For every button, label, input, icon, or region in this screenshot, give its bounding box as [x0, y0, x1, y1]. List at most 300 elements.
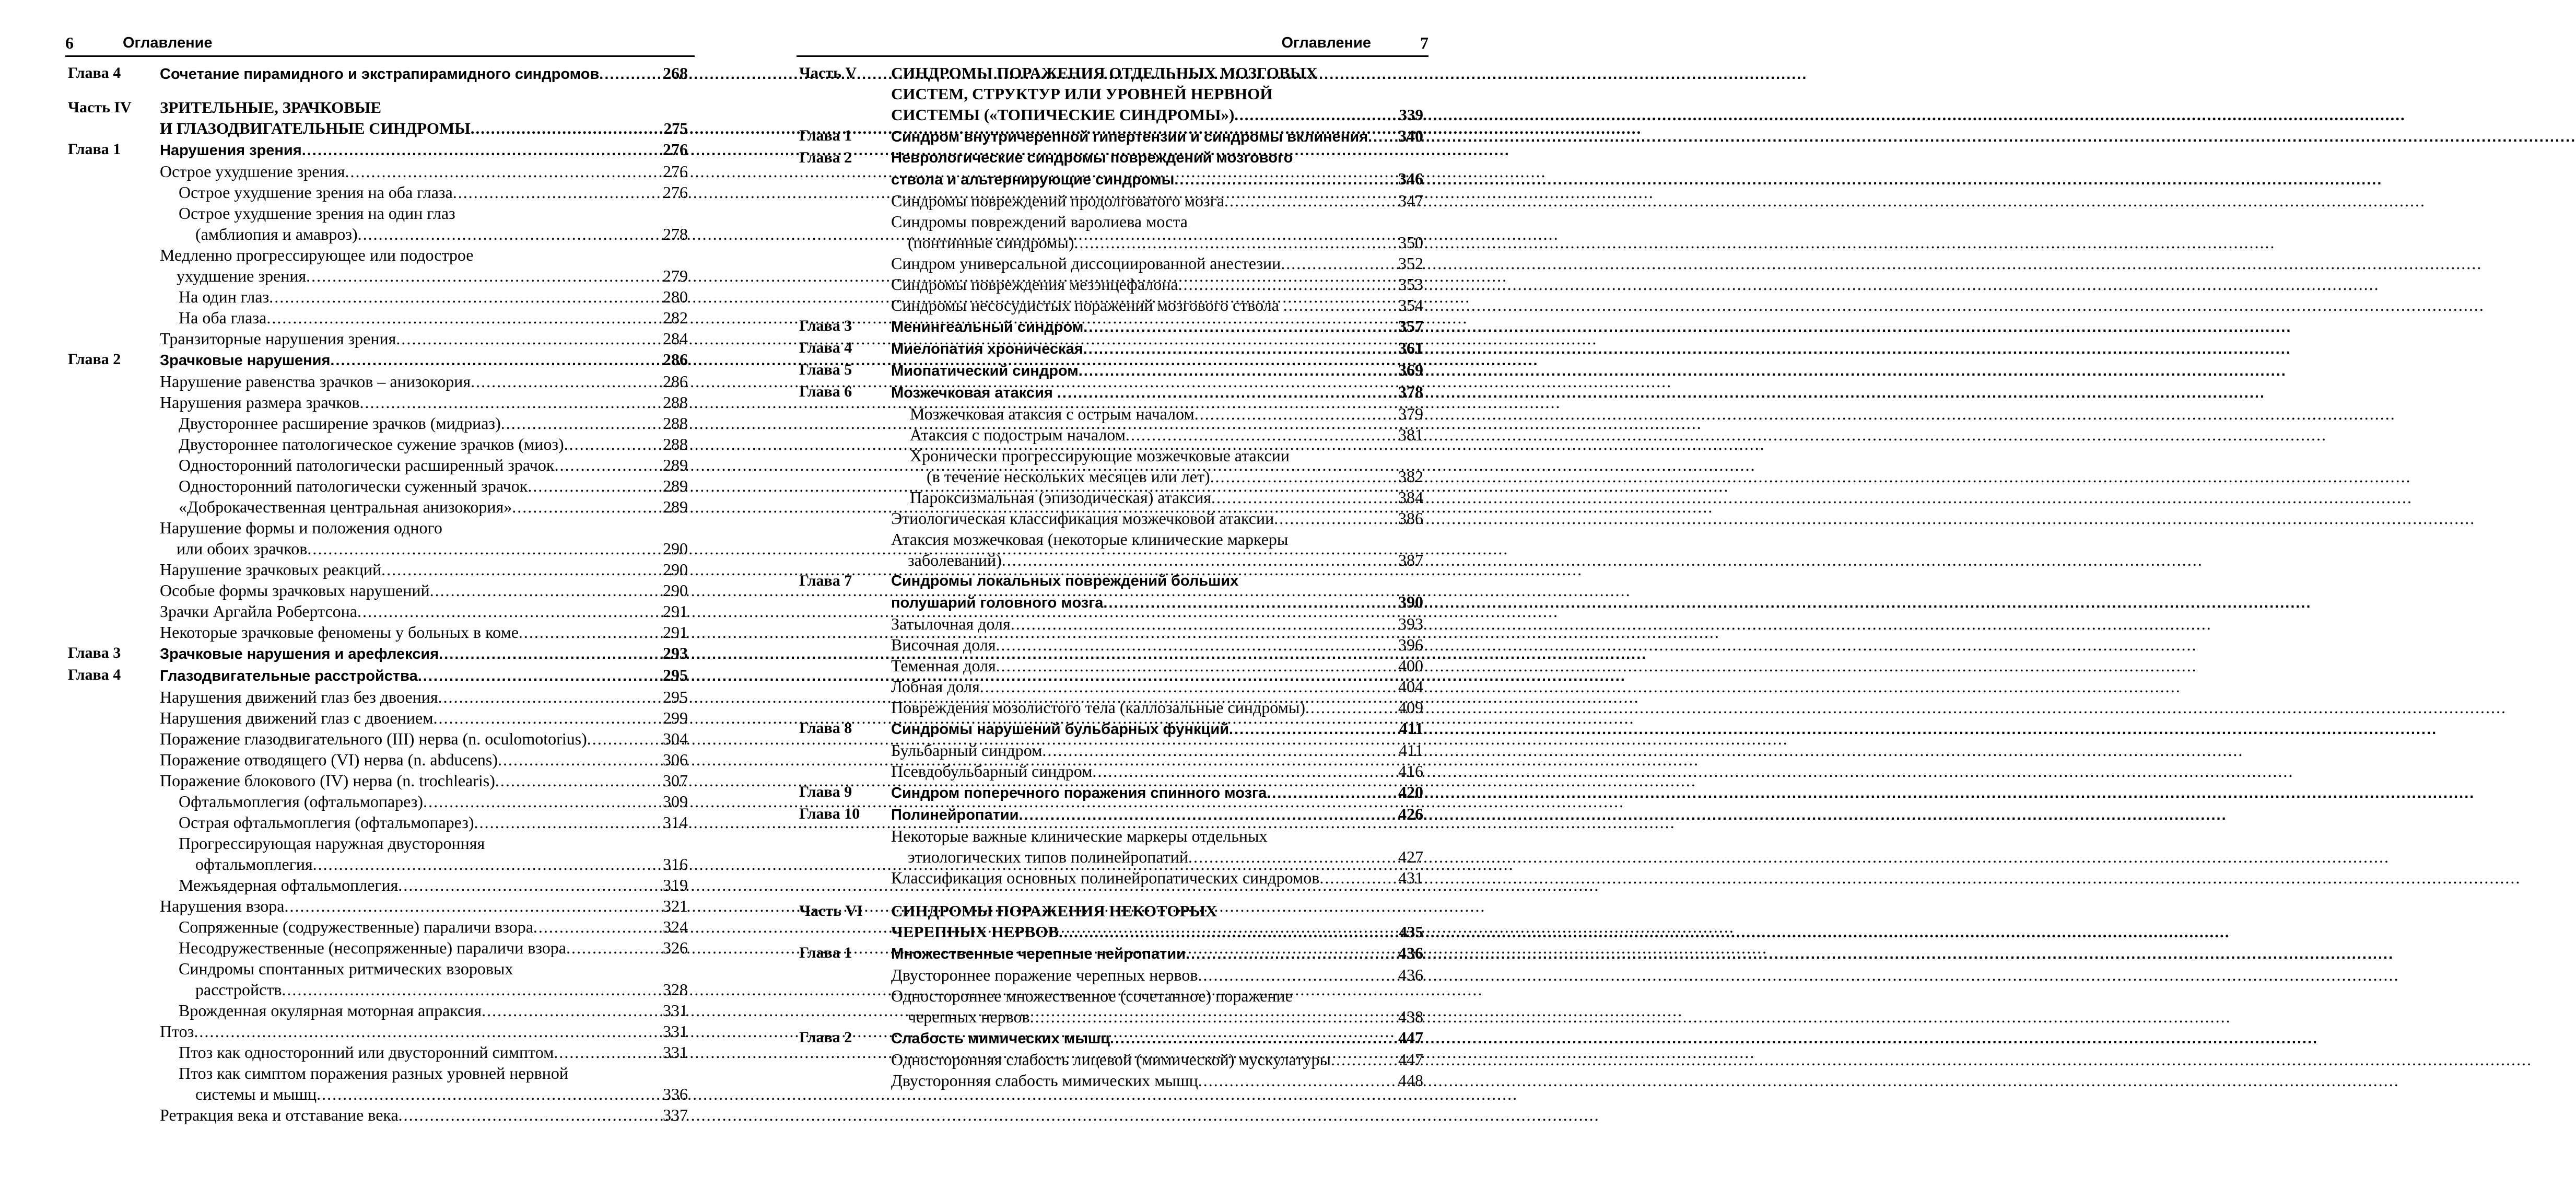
entry-title: Глазодвигательные расстройства: [160, 668, 418, 684]
entry-title-line: [891, 867, 1423, 888]
entry-title-line: [891, 676, 1423, 697]
entry-page-number: 278: [663, 225, 688, 243]
entry-label: Глава 1: [799, 127, 852, 144]
entry-title-line: [160, 580, 688, 601]
entry-page-number: 276: [663, 162, 688, 181]
entry-label: Глава 4: [799, 339, 852, 356]
entry-page-number: 280: [663, 287, 688, 306]
dot-leader: [474, 812, 661, 833]
toc-entry: [799, 337, 1423, 359]
entry-title-line: Хронически прогрессирующие мозжечковые атаксии: [910, 446, 1290, 465]
entry-title-line: [160, 139, 688, 161]
dot-leader: [1331, 1049, 1396, 1070]
entry-title-line: [179, 307, 688, 328]
toc-entry: [68, 182, 688, 203]
entry-title: Синдромы повреждения мезэнцефалона: [891, 275, 1178, 294]
entry-title-line: [910, 466, 1423, 487]
entry-page-number: 390: [1398, 592, 1423, 611]
toc-entry: [799, 403, 1423, 424]
entry-title-line: [179, 286, 688, 307]
entry-label: Глава 6: [799, 383, 852, 400]
dot-leader: [307, 538, 661, 559]
dot-leader: [1198, 1070, 1396, 1091]
dot-leader: [269, 286, 661, 307]
toc-entry: [68, 97, 688, 139]
entry-title-line: [891, 550, 1423, 571]
entry-title: Синдром внутричерепной гипертензии и синдромы вклинения: [891, 129, 1368, 145]
dot-leader: [495, 770, 661, 791]
entry-page-number: 304: [663, 729, 688, 748]
entry-title: Миопатический синдром: [891, 363, 1079, 379]
entry-title: Острое ухудшение зрения на оба глаза: [179, 183, 453, 202]
left-page: [0, 0, 734, 1199]
dot-leader: [1188, 846, 1396, 867]
entry-title-line: [891, 125, 1423, 147]
toc-entry: [68, 371, 688, 392]
entry-title-line: Атаксия мозжечковая (некоторые клинические маркеры: [891, 530, 1289, 549]
entry-page-number: 396: [1398, 635, 1423, 654]
toc-entry: [68, 161, 688, 182]
entry-label: Глава 3: [68, 644, 121, 661]
entry-page-number: 357: [1398, 317, 1423, 335]
entry-title: Двусторонняя слабость мимических мышц: [891, 1071, 1198, 1090]
entry-label: Глава 2: [799, 1029, 852, 1046]
toc-entry: [68, 875, 688, 895]
toc-entry: [799, 942, 1423, 964]
toc-entry: [799, 147, 1423, 190]
dot-leader: [398, 875, 661, 895]
entry-title-line: [179, 182, 688, 203]
entry-page-number: 438: [1398, 1007, 1423, 1026]
toc-entry: [799, 964, 1423, 985]
entry-title: Зрачковые нарушения и арефлексия: [160, 646, 439, 662]
entry-page-number: 321: [663, 897, 688, 915]
entry-title-line: [891, 381, 1423, 403]
entry-title-line: [891, 1006, 1423, 1027]
toc-entry: [68, 707, 688, 728]
toc-entry: [68, 475, 688, 496]
entry-title-line: Синдромы спонтанных ритмических взоровых: [179, 959, 513, 978]
entry-title-line: [179, 791, 688, 812]
dot-leader: [345, 161, 661, 182]
entry-title-line: [891, 782, 1423, 804]
entry-page-number: 436: [1398, 944, 1423, 962]
entry-page-number: 275: [663, 119, 688, 137]
dot-leader: [359, 392, 661, 413]
toc-entry: [68, 580, 688, 601]
entry-title-line: [160, 622, 688, 643]
entry-page-number: 426: [1398, 805, 1423, 823]
entry-page-number: 353: [1398, 275, 1423, 294]
entry-title: Мозжечковая атаксия с острым началом: [910, 404, 1195, 423]
entry-title: Птоз: [160, 1022, 194, 1041]
toc-entry: [799, 1049, 1423, 1070]
dot-leader: [1074, 232, 1397, 253]
entry-title: Синдромы повреждений продолговатого мозга: [891, 191, 1224, 210]
entry-title: Синдромы нарушений бульбарных функций: [891, 721, 1230, 738]
entry-title: Нарушение равенства зрачков – анизокория: [160, 372, 471, 391]
dot-leader: [1002, 550, 1396, 571]
entry-page-number: 284: [663, 329, 688, 348]
entry-page-number: 411: [1399, 719, 1423, 738]
entry-title: И ГЛАЗОДВИГАТЕЛЬНЫЕ СИНДРОМЫ: [160, 119, 471, 137]
entry-title: Миелопатия хроническая: [891, 341, 1083, 357]
entry-page-number: 393: [1398, 614, 1423, 633]
toc-entry: [799, 1027, 1423, 1049]
dot-leader: [282, 979, 661, 1000]
entry-title-line: [160, 1104, 688, 1125]
entry-page-number: 340: [1398, 126, 1423, 145]
dot-leader: [306, 265, 661, 286]
entry-title-line: [891, 190, 1423, 211]
entry-title-line: [179, 916, 688, 937]
entry-title-line: [160, 686, 688, 707]
entry-title: «Доброкачественная центральная анизокория»: [179, 497, 512, 516]
entry-title: Синдром поперечного поражения спинного мозга: [891, 785, 1267, 801]
entry-title-line: [179, 1084, 688, 1104]
entry-page-number: 299: [663, 708, 688, 727]
entry-title: Врожденная окулярная моторная апраксия: [179, 1001, 482, 1020]
entry-title: Особые формы зрачковых нарушений: [160, 581, 430, 600]
entry-page-number: 447: [1398, 1028, 1423, 1047]
entry-title-line: [179, 1000, 688, 1021]
entry-page-number: 291: [663, 623, 688, 642]
entry-page-number: 384: [1398, 488, 1423, 507]
toc-entry: [799, 697, 1423, 718]
entry-title: Нарушение зрачковых реакций: [160, 560, 382, 579]
entry-title-line: [891, 964, 1423, 985]
entry-title-line: [179, 434, 688, 455]
entry-title-line: Нарушение формы и положения одного: [160, 518, 442, 537]
dot-leader: [996, 655, 1396, 676]
toc-entry: [68, 1042, 688, 1063]
entry-title-line: [179, 413, 688, 434]
entry-title-line: [160, 265, 688, 286]
entry-page-number: 324: [663, 917, 688, 936]
entry-title-line: [891, 634, 1423, 655]
entry-title: Односторонний патологически расширенный зрачок: [179, 456, 555, 474]
entry-page-number: 316: [663, 855, 688, 874]
right-page: [734, 0, 1468, 1199]
entry-page-number: 409: [1398, 698, 1423, 717]
toc-entry: [799, 253, 1423, 274]
toc-entry: [68, 413, 688, 434]
toc-entry: [799, 825, 1423, 867]
entry-title-line: [179, 455, 688, 475]
entry-title-line: [160, 559, 688, 580]
entry-label: Глава 10: [799, 805, 860, 822]
entry-title-line: [891, 508, 1423, 529]
entry-title: заболеваний): [891, 551, 1002, 569]
toc-entry: [68, 770, 688, 791]
entry-page-number: 331: [663, 1022, 688, 1041]
dot-leader: [1057, 382, 1396, 403]
toc-entry: [799, 445, 1423, 487]
entry-title-line: [891, 253, 1423, 274]
entry-title-line: [160, 770, 688, 791]
entry-title-line: Птоз как симптом поражения разных уровней нервной: [179, 1064, 568, 1082]
toc-entry: [68, 517, 688, 559]
dot-leader: [471, 371, 661, 392]
toc-entry: [68, 812, 688, 833]
entry-title: Этиологическая классификация мозжечковой атаксии: [891, 509, 1274, 528]
toc-entry: [68, 203, 688, 245]
entry-page-number: 288: [663, 393, 688, 412]
entry-title: Двустороннее расширение зрачков (мидриаз): [179, 414, 501, 433]
entry-title-line: [891, 846, 1423, 867]
entry-page-number: 379: [1398, 404, 1423, 423]
toc-entry: [799, 359, 1423, 381]
toc-entry: [799, 424, 1423, 445]
dot-leader: [980, 676, 1396, 697]
dot-leader: [1059, 922, 1397, 942]
toc-entry: [799, 901, 1423, 942]
toc-entry: [799, 761, 1423, 782]
entry-page-number: 295: [663, 688, 688, 706]
dot-leader: [302, 140, 661, 161]
entry-page-number: 326: [663, 938, 688, 957]
entry-title-line: [160, 749, 688, 770]
page-number: 6: [65, 33, 74, 52]
entry-title: этиологических типов полинейропатий: [891, 847, 1188, 866]
entry-title: Сочетание пирамидного и экстрапирамидного синдромов: [160, 66, 600, 83]
entry-title: Острое ухудшение зрения: [160, 162, 345, 181]
toc-entry: [799, 63, 1423, 125]
entry-title-line: [179, 875, 688, 895]
dot-leader: [1042, 740, 1397, 761]
entry-title-line: Одностороннее множественное (сочетанное) поражение: [891, 986, 1293, 1005]
entry-title: Нарушения взора: [160, 897, 285, 915]
dot-leader: [357, 601, 661, 622]
dot-leader: [1319, 867, 1396, 888]
dot-leader: [194, 1021, 661, 1042]
entry-page-number: 289: [663, 456, 688, 474]
entry-title: (понтинные синдромы): [891, 233, 1074, 252]
entry-title: Ретракция века и отставание века: [160, 1105, 399, 1124]
entry-page-number: 382: [1398, 467, 1423, 486]
entry-title-line: Неврологические синдромы повреждений мозгового: [891, 149, 1293, 166]
entry-page-number: 286: [663, 372, 688, 391]
dot-leader: [1011, 613, 1396, 634]
entry-title: Двустороннее поражение черепных нервов: [891, 965, 1198, 984]
entry-title: Менингеальный синдром: [891, 319, 1084, 335]
entry-title: Офтальмоплегия (офтальмопарез): [179, 792, 424, 811]
dot-leader: [519, 622, 661, 643]
toc-entry: [799, 316, 1423, 337]
dot-leader: [430, 580, 661, 601]
entry-title-line: [160, 601, 688, 622]
entry-title-line: [160, 392, 688, 413]
dot-leader: [396, 328, 661, 349]
entry-title-line: [891, 922, 1423, 942]
entry-title-line: [179, 979, 688, 1000]
toc-entry: [799, 529, 1423, 571]
toc-entry: [799, 782, 1423, 804]
entry-title-line: [891, 1027, 1423, 1049]
dot-leader: [1224, 190, 1396, 211]
dot-leader: [1283, 295, 1396, 316]
entry-page-number: 290: [663, 560, 688, 579]
entry-page-number: 347: [1398, 191, 1423, 210]
entry-page-number: 276: [663, 140, 688, 159]
toc-entry: [68, 643, 688, 665]
toc-entry: [799, 634, 1423, 655]
dot-leader: [317, 1084, 661, 1104]
toc-entry: [799, 1070, 1423, 1091]
entry-page-number: 387: [1398, 551, 1423, 569]
dot-leader: [1083, 317, 1396, 337]
toc-entry: [68, 958, 688, 1000]
entry-title: Классификация основных полинейропатических синдромов: [891, 868, 1320, 887]
entry-title-line: [891, 1070, 1423, 1091]
toc-entry: [799, 655, 1423, 676]
toc-entry: [799, 571, 1423, 613]
entry-page-number: 386: [1398, 509, 1423, 528]
entry-title: Теменная доля: [891, 656, 996, 675]
toc-entry: [68, 622, 688, 643]
entry-title: Атаксия с подострым началом: [910, 425, 1126, 444]
entry-title-line: [160, 328, 688, 349]
entry-title-line: [891, 168, 1423, 190]
entry-page-number: 288: [663, 435, 688, 453]
dot-leader: [1178, 274, 1396, 295]
entry-label: Глава 2: [68, 351, 121, 368]
entry-page-number: 416: [1398, 762, 1423, 781]
entry-title: Межъядерная офтальмоплегия: [179, 876, 399, 894]
toc-entry: [799, 295, 1423, 316]
entry-title: Синдромы несосудистых поражений мозгового ствола: [891, 296, 1283, 315]
entry-title-line: [891, 697, 1423, 718]
running-title: Оглавление: [123, 34, 213, 51]
entry-label: Глава 5: [799, 361, 852, 378]
toc-entry: [68, 728, 688, 749]
entry-title-line: [891, 591, 1423, 613]
entry-title-line: СИНДРОМЫ ПОРАЖЕНИЯ НЕКОТОРЫХ: [891, 902, 1217, 920]
entry-title-line: [891, 655, 1423, 676]
toc-entry: [799, 718, 1423, 740]
toc-entry: [68, 328, 688, 349]
dot-leader: [1195, 403, 1396, 424]
dot-leader: [1092, 761, 1396, 782]
toc-entry: [68, 937, 688, 958]
entry-title: Лобная доля: [891, 677, 980, 696]
entry-title-line: [179, 812, 688, 833]
entry-page-number: 314: [663, 813, 688, 832]
entry-page-number: 289: [663, 497, 688, 516]
entry-label: Глава 9: [799, 783, 852, 800]
dot-leader: [1030, 1006, 1396, 1027]
entry-title-line: [910, 424, 1423, 445]
entry-page-number: 336: [663, 1085, 688, 1103]
entry-title: Зрачковые нарушения: [160, 352, 331, 369]
toc-entry: [799, 740, 1423, 761]
entry-title-line: [160, 895, 688, 916]
entry-title: (амблиопия и амавроз): [179, 225, 358, 243]
entry-title: Зрачки Аргайла Робертсона: [160, 602, 357, 621]
entry-title: Множественные черепные нейропатии: [891, 946, 1186, 962]
entry-label: Глава 4: [68, 666, 121, 683]
entry-page-number: 337: [663, 1105, 688, 1124]
entry-title-line: [891, 232, 1423, 253]
entry-title-line: [160, 118, 688, 139]
entry-title: Двустороннее патологическое сужение зрачков (миоз): [179, 435, 564, 453]
entry-title-line: Синдромы локальных повреждений больших: [891, 573, 1239, 589]
toc-entry: [68, 455, 688, 475]
entry-page-number: 448: [1398, 1071, 1423, 1090]
dot-leader: [358, 224, 661, 245]
entry-page-number: 286: [663, 350, 688, 369]
entry-title-line: [891, 337, 1423, 359]
entry-title: Несодружественные (несопряженные) параличи взора: [179, 938, 566, 957]
entry-page-number: 291: [663, 602, 688, 621]
dot-leader: [1305, 697, 1396, 718]
entry-title: Мозжечковая атаксия: [891, 385, 1057, 401]
dot-leader: [1274, 508, 1396, 529]
toc-entry: [799, 867, 1423, 888]
entry-title-line: [891, 295, 1423, 316]
entry-title-line: [910, 487, 1423, 508]
entry-page-number: 328: [663, 980, 688, 999]
entry-title-line: [910, 403, 1423, 424]
toc-entry: [799, 985, 1423, 1027]
entry-page-number: 431: [1398, 868, 1423, 887]
toc-entry: [68, 349, 688, 371]
dot-leader: [587, 728, 661, 749]
entry-title-line: [179, 475, 688, 496]
entry-title: или обоих зрачков: [160, 539, 308, 558]
dot-leader: [1281, 253, 1396, 274]
entry-page-number: 352: [1398, 254, 1423, 273]
entry-title: Повреждения мозолистого тела (каллозальные синдромы): [891, 698, 1305, 717]
entry-title: Поражение глазодвигательного (III) нерва (n. oculomotorius): [160, 729, 587, 748]
entry-page-number: 411: [1399, 741, 1423, 760]
dot-leader: [266, 307, 661, 328]
entry-title-line: [160, 707, 688, 728]
entry-title: Пароксизмальная (эпизодическая) атаксия: [910, 488, 1211, 507]
entry-title-line: [160, 161, 688, 182]
entry-page-number: 309: [663, 792, 688, 811]
toc-entry: [799, 613, 1423, 634]
entry-page-number: 290: [663, 539, 688, 558]
entry-title-line: Прогрессирующая наружная двусторонняя: [179, 834, 485, 853]
entry-page-number: 420: [1398, 783, 1423, 801]
entry-title-line: [891, 274, 1423, 295]
entry-title: Нарушения зрения: [160, 142, 302, 159]
entry-title: Нарушения движений глаз с двоением: [160, 708, 434, 727]
entry-label: Глава 3: [799, 317, 852, 334]
entry-page-number: 288: [663, 414, 688, 433]
toc-entry: [68, 749, 688, 770]
dot-leader: [1019, 805, 1397, 825]
dot-leader: [1267, 783, 1396, 804]
entry-title-line: [160, 728, 688, 749]
dot-leader: [1110, 1028, 1396, 1049]
entry-page-number: 319: [663, 876, 688, 894]
dot-leader: [1186, 944, 1396, 964]
page-header: [65, 31, 695, 57]
toc-entry: [799, 487, 1423, 508]
entry-label: Глава 1: [799, 944, 852, 961]
toc-entry: [68, 434, 688, 455]
toc-entry: [68, 307, 688, 328]
dot-leader: [1229, 719, 1397, 740]
dot-leader: [1211, 487, 1396, 508]
dot-leader: [566, 937, 661, 958]
toc-entry: [68, 686, 688, 707]
entry-page-number: 361: [1398, 339, 1423, 357]
entry-label: Глава 4: [68, 64, 121, 82]
dot-leader: [1083, 339, 1396, 359]
